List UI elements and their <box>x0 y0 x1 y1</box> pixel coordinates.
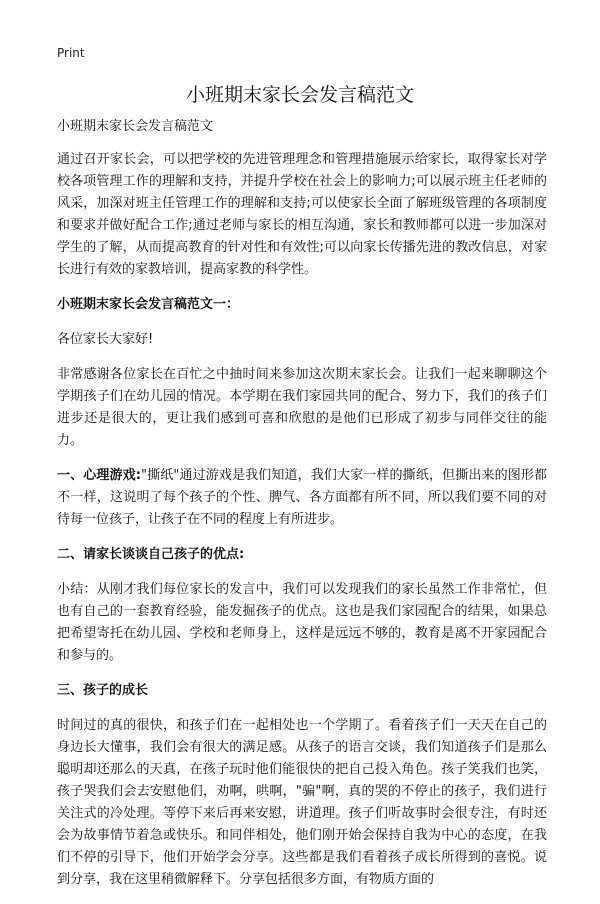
item3-heading: 三、孩子的成长 <box>57 683 149 698</box>
summary-paragraph: 小结：从刚才我们每位家长的发言中，我们可以发现我们的家长虽然工作非常忙，但也有自己的一套教育经验，能发掘孩子的优点。这也是我们家园配合的结果，如果总把希望寄托在幼儿园、学校和老师身上，这样是远远不够的，教育是离不开家园配合和参与的。 <box>57 582 547 663</box>
game-paragraph <box>57 465 547 531</box>
intro-paragraph: 通过召开家长会，可以把学校的先进管理理念和管理措施展示给家长，取得家长对学校各项管理工作的理解和支持，并提升学校在社会上的影响力;可以展示班主任老师的风采，加深对班主任管理工作的理解和支持;可以使家长全面了解班级管理的各项制度和要求并做好配合工作;通过老师与家长的相互沟通，家长和教师都可以进一步加深对学生的了解，从而提高教育的针对性和有效性;可以向家长传播先进的教改信息，对家长进行有效的家教培训，提高家教的科学性。 <box>57 152 547 277</box>
greeting-paragraph: 各位家长大家好! <box>57 332 154 347</box>
document-body <box>57 116 547 904</box>
item2-heading: 二、请家长谈谈自己孩子的优点: <box>57 547 245 562</box>
game-heading: 一、心理游戏: <box>57 468 141 483</box>
thanks-paragraph: 非常感谢各位家长在百忙之中抽时间来参加这次期末家长会。让我们一起来聊聊这个学期孩子们在幼儿园的情况。本学期在我们家园共同的配合、努力下，我们的孩子们进步还是很大的，更让我们感到可喜和欣慰的是他们已形成了初步与同伴交往的能力。 <box>57 367 547 448</box>
section-heading: 小班期末家长会发言稿范文一： <box>57 297 240 312</box>
document-subtitle: 小班期末家长会发言稿范文 <box>57 119 214 134</box>
game-text: "撕纸"通过游戏是我们知道，我们大家一样的撕纸，但撕出来的图形都不一样，这说明了每个孩子的个性、脾气、各方面都有所不同，所以我们要不同的对待每一位孩子，让孩子在不同的程度上有所进步。 <box>57 468 547 527</box>
print-link[interactable]: Print <box>57 46 85 60</box>
growth-paragraph: 时间过的真的很快，和孩子们在一起相处也一个学期了。看着孩子们一天天在自己的身边长大懂事，我们会有很大的满足感。从孩子的语言交谈，我们知道孩子们是那么聪明却还那么的天真，在孩子玩时他们能很快的把自己投入角色。孩子笑我们也笑，孩子哭我们会去安慰他们，劝啊，哄啊，"骗"啊，真的哭的不停止的孩子，我们进行关注式的冷处理。等停下来后再来安慰，讲道理。孩子们听故事时会很专注，有时还会为故事情节着急或快乐。和同伴相处，他们刚开始会保持自我为中心的态度，在我们不停的引导下，他们开始学会分享。这些都是我们看着孩子成长所得到的喜悦。说到分享，我在这里稍微解释下。分享包括很多方面，有物质方面的 <box>57 718 547 887</box>
document-title: 小班期末家长会发言稿范文 <box>185 84 414 106</box>
